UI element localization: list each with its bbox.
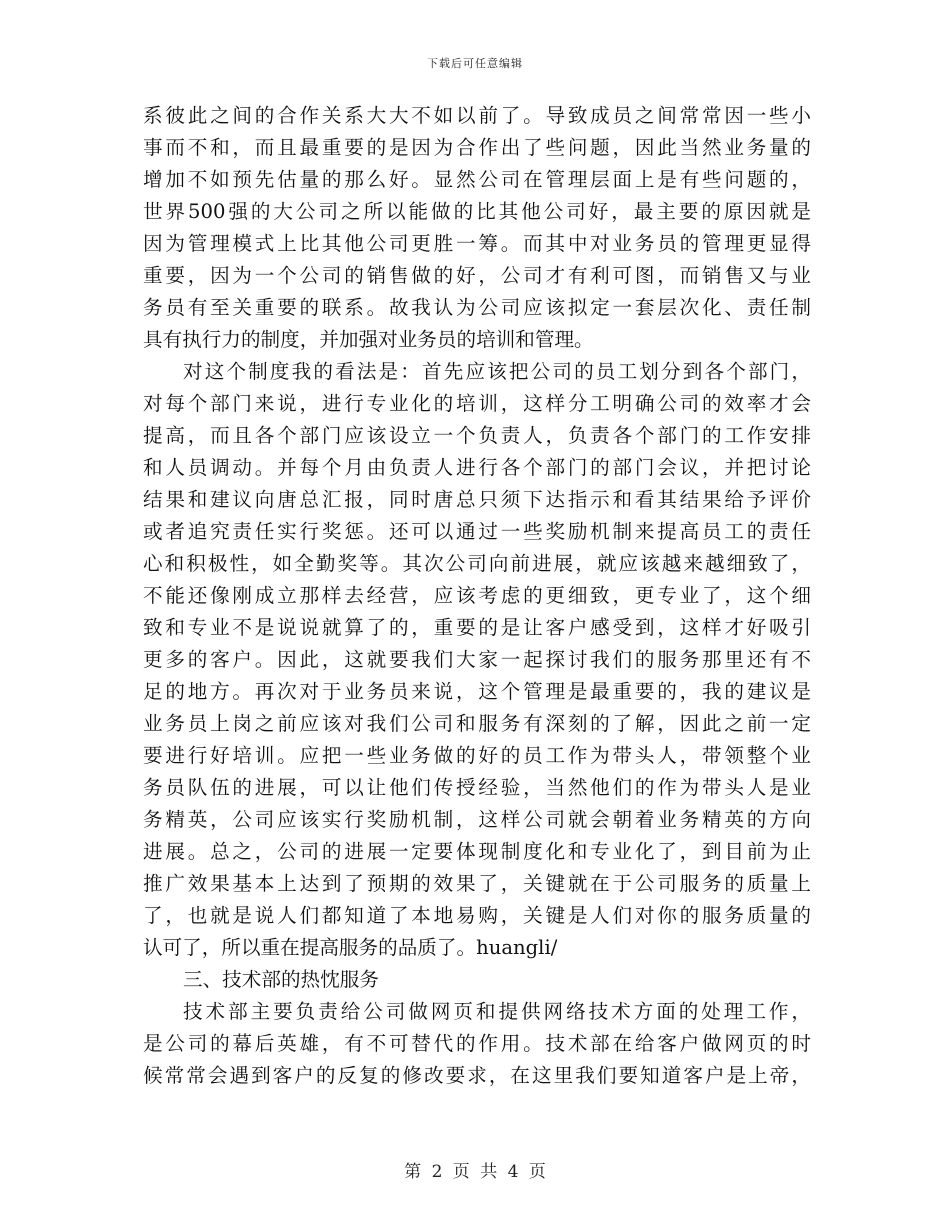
text-line: 是公司的幕后英雄，有不可替代的作用。技术部在给客户做网页的时 xyxy=(143,1032,811,1055)
text-line: 对这个制度我的看法是：首先应该把公司的员工划分到各个部门， xyxy=(183,360,811,383)
text-line: 重要，因为一个公司的销售做的好，公司才有利可图，而销售又与业 xyxy=(143,264,811,287)
text-line: 和人员调动。并每个月由负责人进行各个部门的部门会议，并把讨论 xyxy=(143,456,811,479)
text-line: 心和积极性，如全勤奖等。其次公司向前进展，就应该越来越细致了， xyxy=(143,552,811,575)
text-line: 系彼此之间的合作关系大大不如以前了。导致成员之间常常因一些小 xyxy=(143,104,811,127)
text-line: 结果和建议向唐总汇报，同时唐总只须下达指示和看其结果给予评价 xyxy=(143,488,811,511)
section-heading: 三、技术部的热忱服务 xyxy=(183,968,379,991)
text-line: 事而不和，而且最重要的是因为合作出了些问题，因此当然业务量的 xyxy=(143,136,811,159)
text-line: 更多的客户。因此，这就要我们大家一起探讨我们的服务那里还有不 xyxy=(143,648,811,671)
text-line: 务员队伍的进展，可以让他们传授经验，当然他们的作为带头人是业 xyxy=(143,776,811,799)
text-line: 致和专业不是说说就算了的，重要的是让客户感受到，这样才好吸引 xyxy=(143,616,811,639)
page-header: 下载后可任意编辑 xyxy=(427,57,523,70)
text-line: 业务员上岗之前应该对我们公司和服务有深刻的了解，因此之前一定 xyxy=(143,712,811,735)
text-line: 认可了，所以重在提高服务的品质了。huangli/ xyxy=(143,936,558,959)
text-line: 因为管理模式上比其他公司更胜一筹。而其中对业务员的管理更显得 xyxy=(143,232,811,255)
text-line: 对每个部门来说，进行专业化的培训，这样分工明确公司的效率才会 xyxy=(143,392,811,415)
text-line: 务精英，公司应该实行奖励机制，这样公司就会朝着业务精英的方向 xyxy=(143,808,811,831)
text-line: 了，也就是说人们都知道了本地易购，关键是人们对你的服务质量的 xyxy=(143,904,811,927)
text-line: 足的地方。再次对于业务员来说，这个管理是最重要的，我的建议是 xyxy=(143,680,811,703)
text-line: 要进行好培训。应把一些业务做的好的员工作为带头人，带领整个业 xyxy=(143,744,811,767)
text-line: 或者追究责任实行奖惩。还可以通过一些奖励机制来提高员工的责任 xyxy=(143,520,811,543)
text-line: 推广效果基本上达到了预期的效果了，关键就在于公司服务的质量上 xyxy=(143,872,811,895)
text-line: 技术部主要负责给公司做网页和提供网络技术方面的处理工作， xyxy=(183,1000,811,1023)
text-line: 具有执行力的制度，并加强对业务员的培训和管理。 xyxy=(143,328,594,351)
text-line: 候常常会遇到客户的反复的修改要求，在这里我们要知道客户是上帝， xyxy=(143,1064,811,1087)
document-body xyxy=(143,100,811,1092)
text-line: 不能还像刚成立那样去经营，应该考虑的更细致，更专业了，这个细 xyxy=(143,584,811,607)
page-footer: 第 2 页 共 4 页 xyxy=(404,1162,546,1182)
text-line: 世界500强的大公司之所以能做的比其他公司好，最主要的原因就是 xyxy=(143,200,811,223)
text-line: 提高，而且各个部门应该设立一个负责人，负责各个部门的工作安排 xyxy=(143,424,811,447)
text-line: 务员有至关重要的联系。故我认为公司应该拟定一套层次化、责任制 xyxy=(143,296,811,319)
text-line: 增加不如预先估量的那么好。显然公司在管理层面上是有些问题的， xyxy=(143,168,811,191)
text-line: 进展。总之，公司的进展一定要体现制度化和专业化了，到目前为止 xyxy=(143,840,811,863)
